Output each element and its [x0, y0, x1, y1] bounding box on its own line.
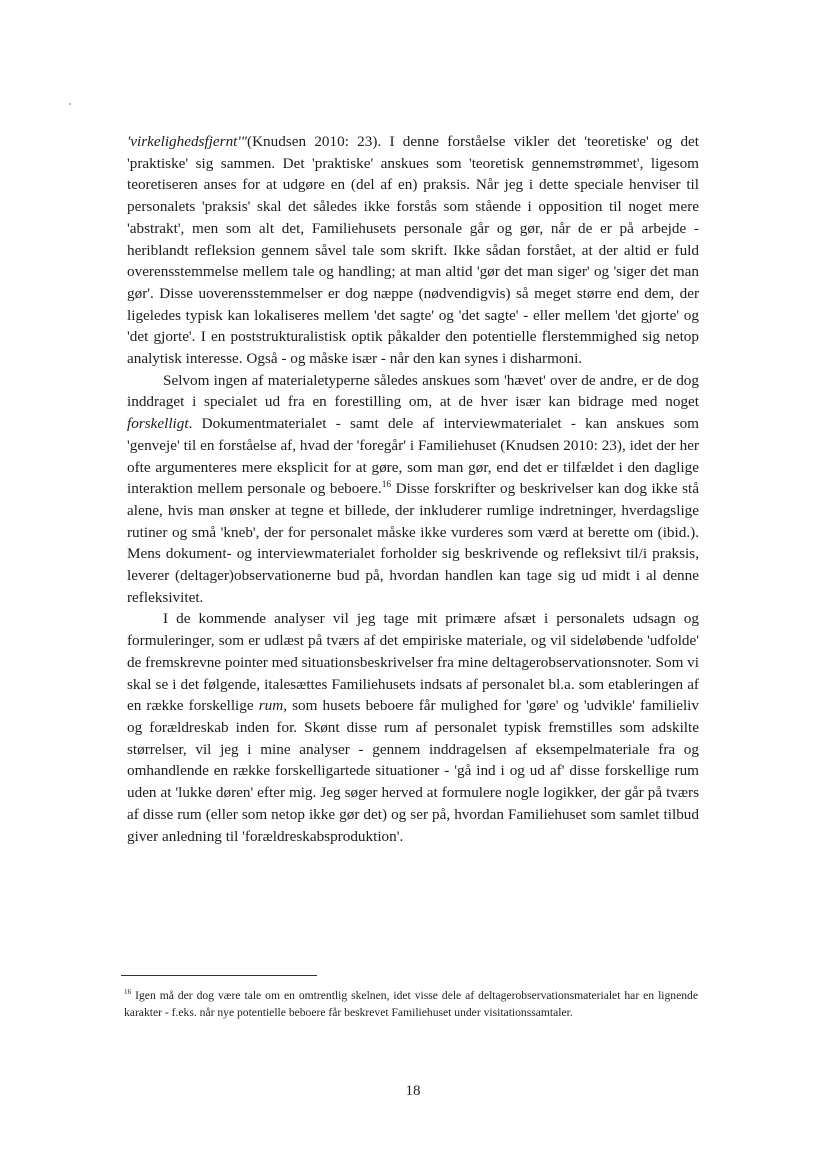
text-run: , som husets beboere får mulighed for 'gøre' og 'udvikle' familieliv og forældreskab inden for. Skønt disse rum af personalet typisk fremstilles som adskilte størrelser, vil jeg i mine analyser - gennem inddragelsen af eksempelmateriale fra og omhandlende en række forskelligartede situationer - 'gå ind i og ud af' disse forskellige rum uden at 'lukke døren' efter mig. Jeg søger herved at formulere nogle logikker, der går på tværs af disse rum (eller som netop ikke gør det) og ser på, hvordan Familiehuset som samlet tilbud giver anledning til 'forældreskabsproduktion'.	[127, 697, 699, 845]
footnote-marker: 16	[124, 988, 132, 997]
text-run: Selvom ingen af materialetyperne således anskues som 'hævet' over de andre, er de dog inddraget i specialet ud fra en forestilling om, at de hver især kan bidrage med noget	[127, 371, 699, 411]
paragraph-1	[127, 131, 699, 370]
text-run: I de kommende analyser vil jeg tage mit primære afsæt i personalets udsagn og formuleringer, som er udlæst på tværs af det empiriske materiale, og vil sideløbende 'udfolde' de fremskrevne pointer med situationsbeskrivelser fra mine deltagerobservationsnoter. Som vi skal se i det følgende, italesættes Familiehusets indsats af personalet bl.a. som etableringen af en række forskellige	[127, 610, 699, 715]
paragraph-3	[127, 608, 699, 847]
footnote	[124, 988, 698, 1022]
italic-text: 'virkelighedsfjernt'"	[127, 133, 248, 150]
footnote-reference: 16	[381, 480, 392, 491]
page-number: 18	[405, 1083, 421, 1099]
italic-text: rum	[258, 697, 284, 715]
italic-text: forskelligt	[127, 415, 189, 433]
paragraph-2	[127, 370, 699, 609]
text-run: . Dokumentmaterialet - samt dele af interviewmaterialet - kan anskues som 'genveje' til en forståelse af, hvad der 'foregår' i Familiehuset (Knudsen 2010: 23), idet der her ofte argumenteres mere eksplicit for at gøre, som man gør, end det er tilfældet i den daglige interaktion mellem personale og beboere.	[127, 415, 699, 498]
text-run: (Knudsen 2010: 23). I denne forståelse vikler det 'teoretiske' og det 'praktiske' sig sammen. Det 'praktiske' anskues som 'teoretisk gennemstrømmet', ligesom teoretiseren anses for at udgøre en (del af en) praksis. Når jeg i dette speciale henviser til personalets 'praksis' skal det således ikke forstås som stående i opposition til noget mere 'abstrakt', men som alt det, Familiehusets personale går og gør, når de er på arbejde - heriblandt refleksion gennem såvel tale som skrift. Ikke sådan forstået, at der altid er fuld overensstemmelse mellem tale og handling; at man altid 'gør det man siger' og 'siger det man gør'. Disse uoverensstemmelser er dog næppe (nødvendigvis) så meget større end dem, der ligeledes typisk kan lokaliseres mellem 'det sagte' og 'det sagte' - eller mellem 'det gjorte' og 'det gjorte'. I en poststrukturalistisk optik påkalder den potentielle flerstemmighed sig netop analytisk interesse. Også - og måske især - når den kan synes i disharmoni.	[127, 133, 699, 368]
body-text	[127, 131, 699, 847]
text-run: Disse forskrifter og beskrivelser kan dog ikke stå alene, hvis man ønsker at tegne et billede, der inkluderer rumlige indretninger, hverdagslige rutiner og små 'kneb', der for personalet måske ikke vurderes som værd at berette om (ibid.). Mens dokument- og interviewmaterialet forholder sig beskrivende og refleksivt til/i praksis, leverer (deltager)observationerne bud på, hvordan handlen kan tage sig ud midt i al denne refleksivitet.	[127, 480, 699, 606]
footnote-16	[124, 988, 698, 1022]
scan-speck	[69, 103, 71, 105]
footnote-text: Igen må der dog være tale om en omtrentlig skelnen, idet visse dele af deltagerobservationsmaterialet har en lignende karakter - f.eks. når nye potentielle beboere får beskrevet Familiehuset under visitationssamtaler.	[124, 989, 698, 1019]
footnote-separator	[121, 975, 317, 976]
